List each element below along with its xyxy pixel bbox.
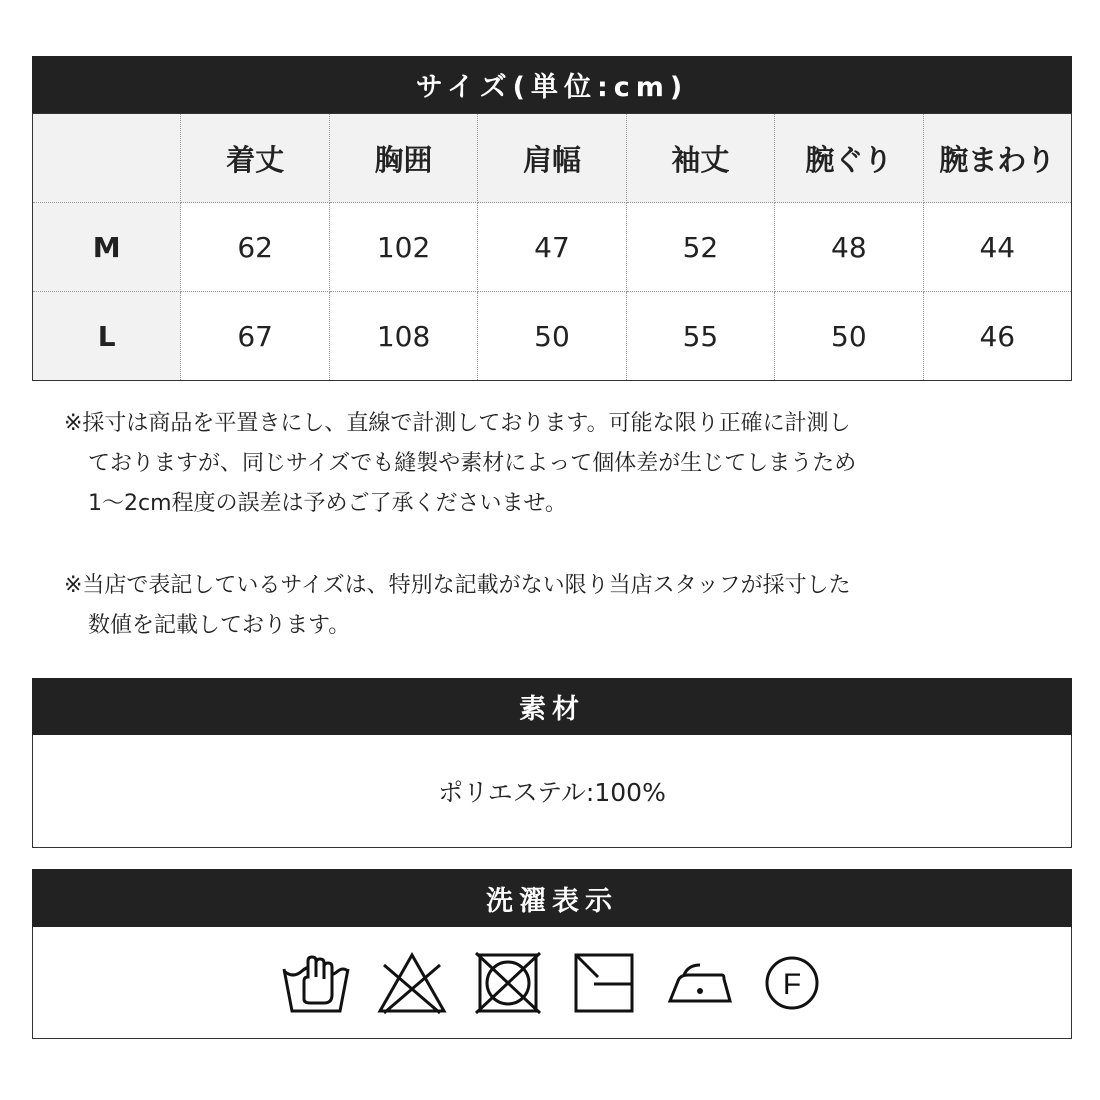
table-cell: 46	[979, 319, 1016, 353]
drip-dry-shade-icon	[568, 951, 640, 1015]
no-tumble-dry-icon	[472, 951, 544, 1015]
column-header-arm-circumference: 腕まわり	[923, 114, 1071, 203]
material-section-header	[32, 678, 1072, 735]
table-cell: 108	[329, 292, 477, 381]
table-cell: 48	[775, 203, 923, 292]
column-header-length: 着丈	[181, 114, 329, 203]
size-note	[64, 566, 851, 646]
column-header-shoulder: 肩幅	[478, 114, 626, 203]
care-icons	[280, 951, 824, 1015]
no-bleach-icon	[376, 951, 448, 1015]
table-cell: 50	[775, 292, 923, 381]
iron-low-icon	[664, 951, 736, 1015]
column-header-armhole: 腕ぐり	[775, 114, 923, 203]
table-cell: 44	[923, 203, 1071, 292]
table-cell: 55	[626, 292, 774, 381]
hand-wash-icon	[280, 951, 352, 1015]
size-table	[32, 113, 1072, 381]
table-row	[33, 203, 1072, 292]
table-cell: 52	[626, 203, 774, 292]
measurement-note	[64, 404, 856, 524]
material-section-title: 素材	[519, 694, 585, 725]
table-cell: 67	[181, 292, 329, 381]
note-line: ※当店で表記しているサイズは、特別な記載がない限り当店スタッフが採寸した	[64, 573, 851, 598]
size-table-header-row	[33, 114, 1072, 203]
table-cell: 102	[329, 203, 477, 292]
size-section-title: サイズ(単位:cm)	[415, 72, 689, 103]
table-cell: 50	[478, 292, 626, 381]
table-cell: 62	[181, 203, 329, 292]
care-section-header	[32, 869, 1072, 927]
row-label-l: L	[33, 292, 181, 381]
column-header-sleeve: 袖丈	[626, 114, 774, 203]
material-text: ポリエステル:100%	[438, 778, 666, 807]
note-line: 1〜2cm程度の誤差は予めご了承くださいませ。	[88, 491, 567, 516]
note-line: 数値を記載しております。	[88, 613, 351, 638]
size-section-header	[32, 56, 1072, 113]
column-header-chest: 胸囲	[329, 114, 477, 203]
table-cell: 47	[478, 203, 626, 292]
table-row	[33, 292, 1072, 381]
note-line: ておりますが、同じサイズでも縫製や素材によって個体差が生じてしまうため	[88, 451, 857, 476]
dry-clean-letter: F	[782, 967, 802, 1001]
care-box	[32, 927, 1072, 1039]
row-label-m: M	[33, 203, 181, 292]
material-box	[32, 735, 1072, 848]
care-section-title: 洗濯表示	[486, 885, 618, 917]
dry-clean-f-icon	[760, 951, 824, 1015]
size-table-corner	[33, 114, 181, 203]
note-line: ※採寸は商品を平置きにし、直線で計測しております。可能な限り正確に計測し	[64, 411, 851, 436]
